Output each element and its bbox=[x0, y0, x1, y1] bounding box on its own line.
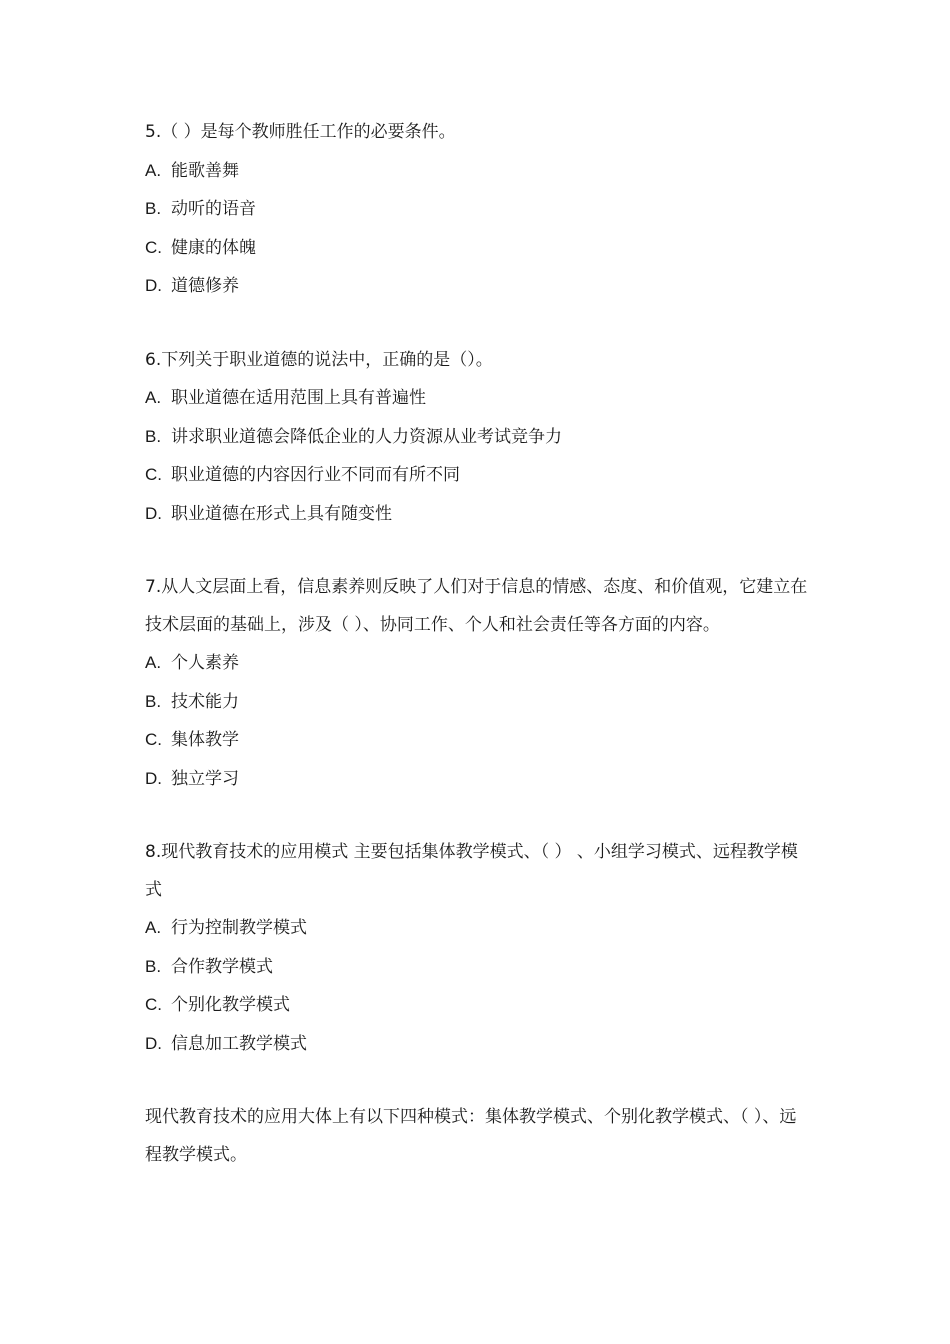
option-text: 能歌善舞 bbox=[171, 160, 239, 181]
option-letter: A. bbox=[145, 388, 162, 407]
question-stem: 5.（ ）是每个教师胜任工作的必要条件。 bbox=[145, 122, 456, 142]
option-text: 道德修养 bbox=[171, 276, 239, 296]
option-c bbox=[145, 456, 810, 495]
option-text: 行为控制教学模式 bbox=[171, 918, 307, 938]
option-text: 个人素养 bbox=[171, 653, 239, 673]
question-stem: 6.下列关于职业道德的说法中，正确的是（）。 bbox=[145, 349, 493, 370]
option-text: 技术能力 bbox=[171, 691, 239, 712]
option-d bbox=[145, 267, 810, 306]
option-d bbox=[145, 495, 810, 534]
question-6 bbox=[145, 342, 810, 534]
question-5 bbox=[145, 114, 810, 306]
option-text: 健康的体魄 bbox=[171, 237, 256, 258]
option-text: 讲求职业道德会降低企业的人力资源从业考试竞争力 bbox=[171, 426, 562, 447]
question-list bbox=[145, 114, 810, 1210]
option-a bbox=[145, 152, 810, 191]
option-text: 信息加工教学模式 bbox=[171, 1033, 307, 1054]
option-text: 集体教学 bbox=[171, 730, 239, 750]
final-question bbox=[145, 1099, 810, 1174]
final-paragraph: 现代教育技术的应用大体上有以下四种模式：集体教学模式、个别化教学模式、（ ）、远程教学模式。 bbox=[145, 1107, 797, 1165]
option-text: 动听的语音 bbox=[171, 199, 256, 219]
option-letter: C. bbox=[145, 237, 162, 257]
option-text: 个别化教学模式 bbox=[171, 995, 290, 1015]
option-c bbox=[145, 721, 810, 760]
option-letter: C. bbox=[145, 730, 162, 749]
option-a bbox=[145, 909, 810, 948]
option-a bbox=[145, 379, 810, 418]
option-letter: C. bbox=[145, 995, 162, 1014]
option-text: 职业道德在适用范围上具有普遍性 bbox=[171, 388, 426, 408]
option-b bbox=[145, 190, 810, 229]
question-7 bbox=[145, 569, 810, 798]
option-b bbox=[145, 683, 810, 722]
option-d bbox=[145, 760, 810, 799]
option-letter: A. bbox=[145, 160, 162, 180]
option-letter: B. bbox=[145, 956, 162, 976]
question-8 bbox=[145, 834, 810, 1063]
option-text: 职业道德在形式上具有随变性 bbox=[171, 503, 392, 524]
option-c bbox=[145, 229, 810, 268]
option-text: 职业道德的内容因行业不同而有所不同 bbox=[171, 465, 460, 485]
option-c bbox=[145, 986, 810, 1025]
option-text: 合作教学模式 bbox=[171, 956, 273, 977]
option-a bbox=[145, 644, 810, 683]
option-letter: D. bbox=[145, 1033, 162, 1053]
option-letter: A. bbox=[145, 918, 162, 937]
option-letter: D. bbox=[145, 768, 162, 788]
option-letter: B. bbox=[145, 199, 162, 218]
option-text: 独立学习 bbox=[171, 768, 239, 789]
option-letter: B. bbox=[145, 426, 162, 446]
question-stem: 8.现代教育技术的应用模式 主要包括集体教学模式、（ ） 、小组学习模式、远程教学模式 bbox=[145, 842, 798, 900]
option-letter: B. bbox=[145, 691, 162, 711]
option-letter: A. bbox=[145, 653, 162, 672]
option-d bbox=[145, 1025, 810, 1064]
option-b bbox=[145, 418, 810, 457]
option-letter: D. bbox=[145, 276, 162, 295]
question-stem: 7.从人文层面上看，信息素养则反映了人们对于信息的情感、态度、和价值观，它建立在技术层面的基础上，涉及（ ）、协同工作、个人和社会责任等各方面的内容。 bbox=[145, 577, 808, 635]
option-b bbox=[145, 948, 810, 987]
option-letter: C. bbox=[145, 465, 162, 484]
option-letter: D. bbox=[145, 503, 162, 523]
